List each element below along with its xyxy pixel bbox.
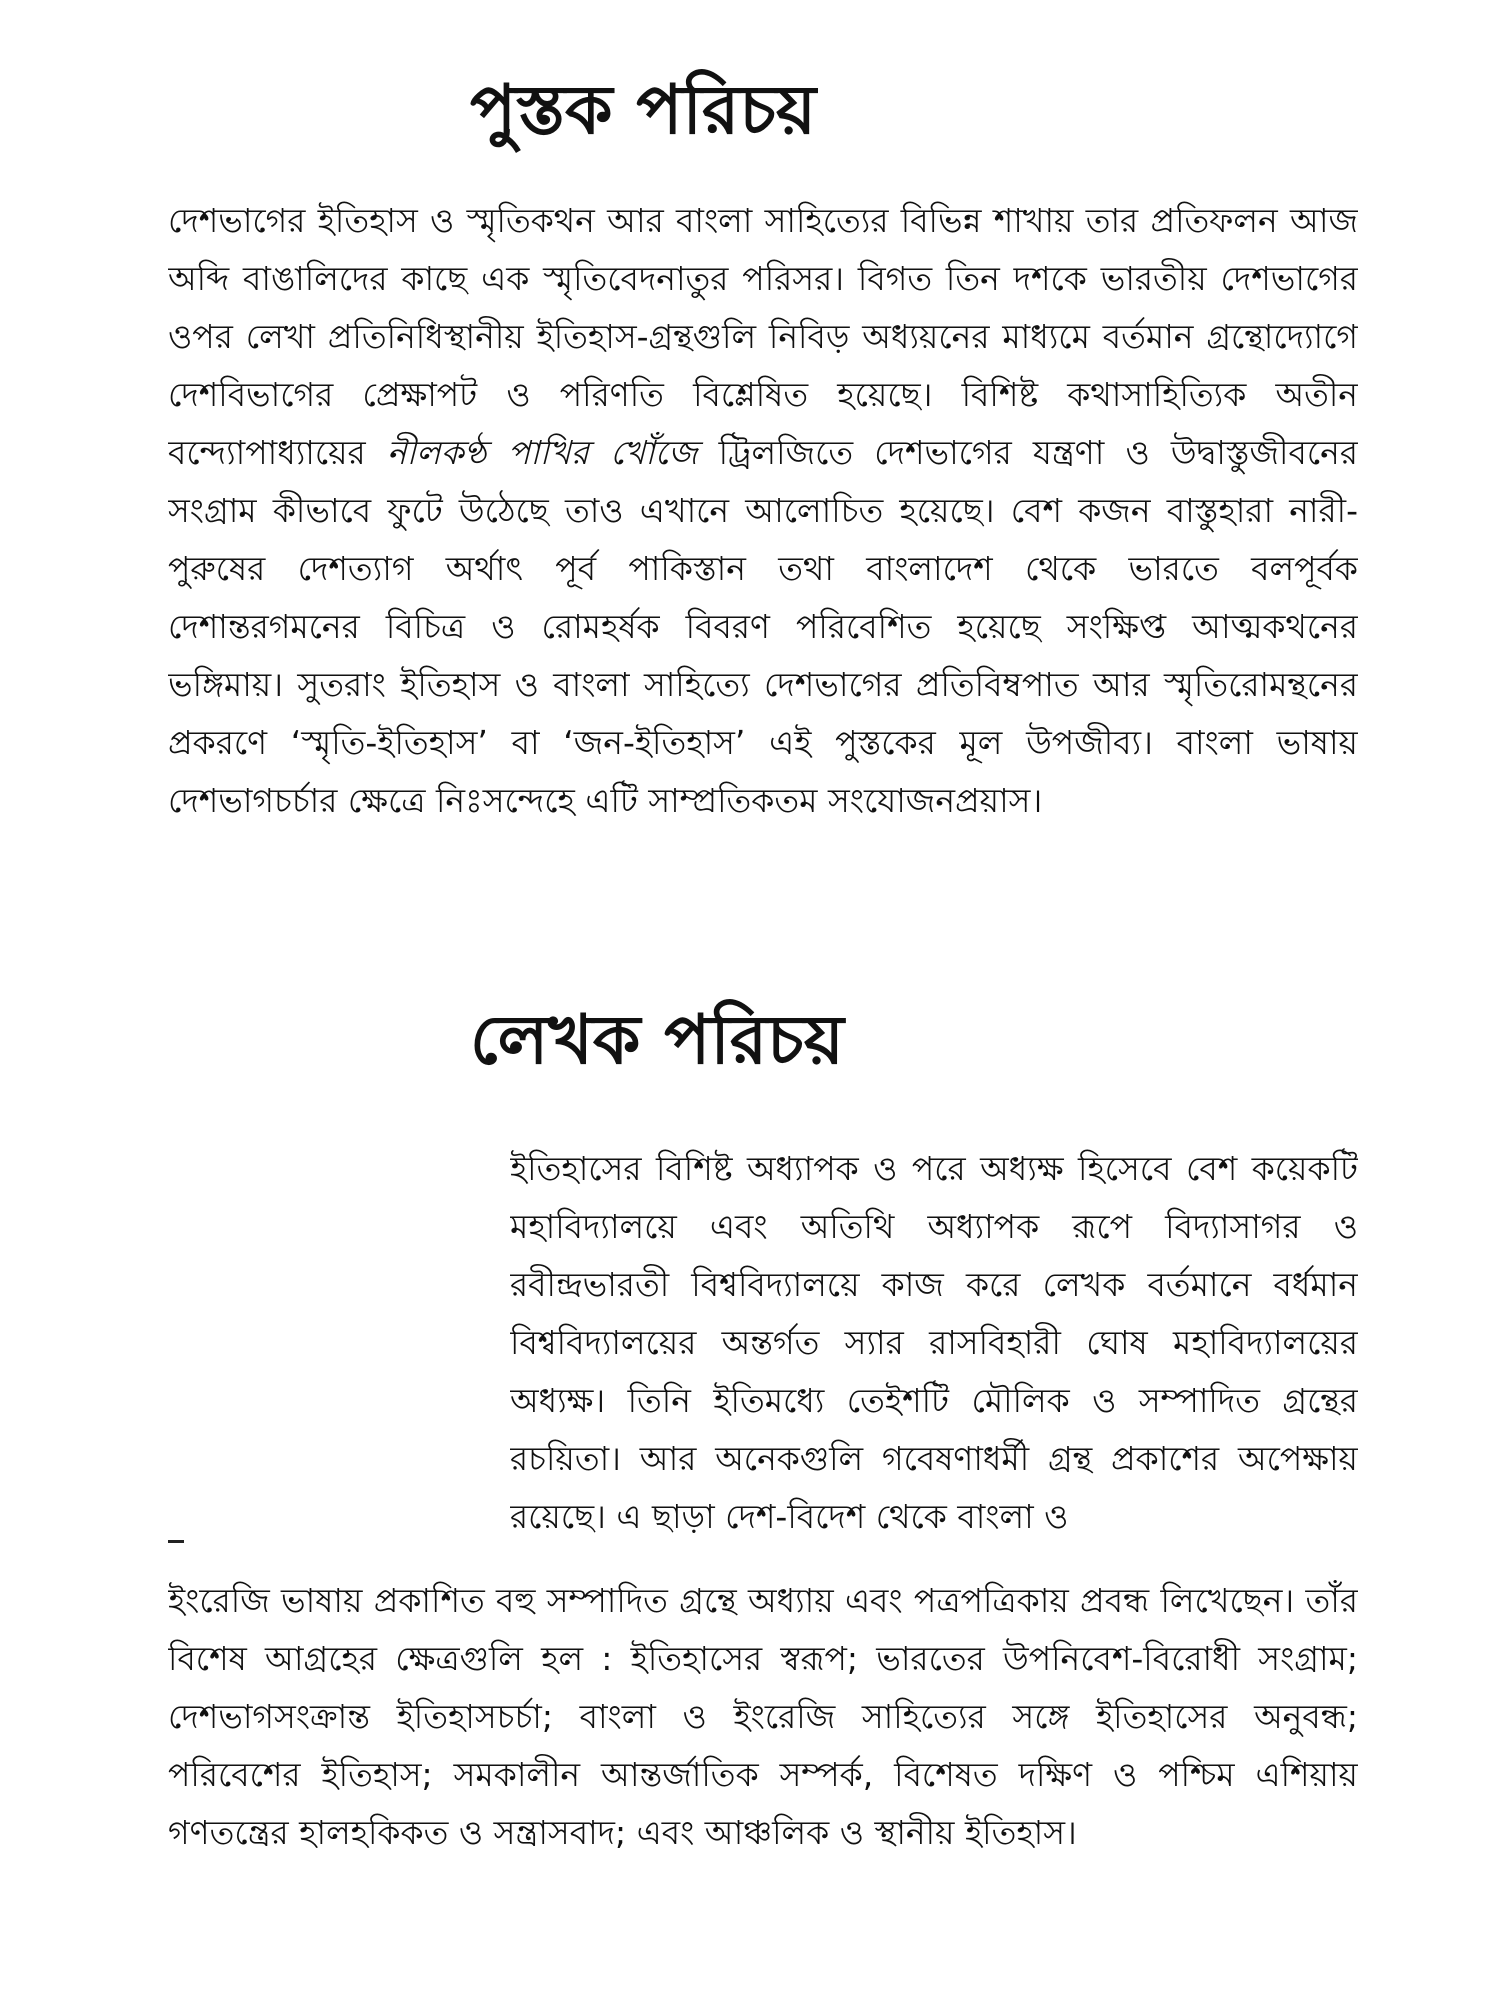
book-intro-paragraph — [168, 192, 1358, 962]
book-intro-heading: পুস্তক পরিচয় — [470, 71, 817, 150]
author-intro-full-width-paragraph: ইংরেজি ভাষায় প্রকাশিত বহু সম্পাদিত গ্রন্থে অধ্যায় এবং পত্রপত্রিকায় প্রবন্ধ লিখেছেন। তাঁর বিশেষ আগ্রহের ক্ষেত্রগুলি হল : ইতিহাসের স্বরূপ; ভারতের উপনিবেশ-বিরোধী সংগ্রাম; দেশভাগসংক্রান্ত ইতিহাসচর্চা; বাংলা ও ইংরেজি সাহিত্যের সঙ্গে ইতিহাসের অনুবন্ধ; পরিবেশের ইতিহাস; সমকালীন আন্তর্জাতিক সম্পর্ক, বিশেষত দক্ষিণ ও পশ্চিম এশিয়ায় গণতন্ত্রের হালহকিকত ও সন্ত্রাসবাদ; এবং আঞ্চলিক ও স্থানীয় ইতিহাস। — [168, 1581, 1358, 1852]
book-intro-text-part-1: দেশভাগের ইতিহাস ও স্মৃতিকথন আর বাংলা সাহিত্যের বিভিন্ন শাখায় তার প্রতিফলন আজ অব্দি বাঙালিদের কাছে এক স্মৃতিবেদনাতুর পরিসর। বিগত তিন দশকে ভারতীয় দেশভাগের ওপর লেখা প্রতিনিধিস্থানীয় ইতিহাস-গ্রন্থগুলি নিবিড় অধ্যয়নের মাধ্যমে বর্তমান গ্রন্থোদ্যোগে দেশবিভাগের প্রেক্ষাপট ও পরিণতি বিশ্লেষিত হয়েছে। বিশিষ্ট কথাসাহিত্যিক অতীন বন্দ্যোপাধ্যায়ের — [168, 201, 1358, 472]
book-title-italic: নীলকণ্ঠ পাখির খোঁজে — [386, 433, 698, 472]
author-intro-indented-paragraph: ইতিহাসের বিশিষ্ট অধ্যাপক ও পরে অধ্যক্ষ হিসেবে বেশ কয়েকটি মহাবিদ্যালয়ে এবং অতিথি অধ্যাপক রূপে বিদ্যাসাগর ও রবীন্দ্রভারতী বিশ্ববিদ্যালয়ে কাজ করে লেখক বর্তমানে বর্ধমান বিশ্ববিদ্যালয়ের অন্তর্গত স্যার রাসবিহারী ঘোষ মহাবিদ্যালয়ের অধ্যক্ষ। তিনি ইতিমধ্যে তেইশটি মৌলিক ও সম্পাদিত গ্রন্থের রচয়িতা। আর অনেকগুলি গবেষণাধর্মী গ্রন্থ প্রকাশের অপেক্ষায় রয়েছে। এ ছাড়া দেশ-বিদেশ থেকে বাংলা ও — [510, 1149, 1358, 1536]
book-intro-text-part-2: ট্রিলজিতে দেশভাগের যন্ত্রণা ও উদ্বাস্তুজীবনের সংগ্রাম কীভাবে ফুটে উঠেছে তাও এখানে আলোচিত হয়েছে। বেশ কজন বাস্তুহারা নারী-পুরুষের দেশত্যাগ অর্থাৎ পূর্ব পাকিস্তান তথা বাংলাদেশ থেকে ভারতে বলপূর্বক দেশান্তরগমনের বিচিত্র ও রোমহর্ষক বিবরণ পরিবেশিত হয়েছে সংক্ষিপ্ত আত্মকথনের ভঙ্গিমায়। সুতরাং ইতিহাস ও বাংলা সাহিত্যে দেশভাগের প্রতিবিম্বপাত আর স্মৃতিরোমন্থনের প্রকরণে ‘স্মৃতি-ইতিহাস’ বা ‘জন-ইতিহাস’ এই পুস্তকের মূল উপজীব্য। বাংলা ভাষায় দেশভাগচর্চার ক্ষেত্রে নিঃসন্দেহে এটি সাম্প্রতিকতম সংযোজনপ্রয়াস। — [168, 433, 1358, 820]
author-intro-heading: লেখক পরিচয় — [470, 1001, 844, 1080]
margin-dash-mark — [168, 1540, 184, 1543]
